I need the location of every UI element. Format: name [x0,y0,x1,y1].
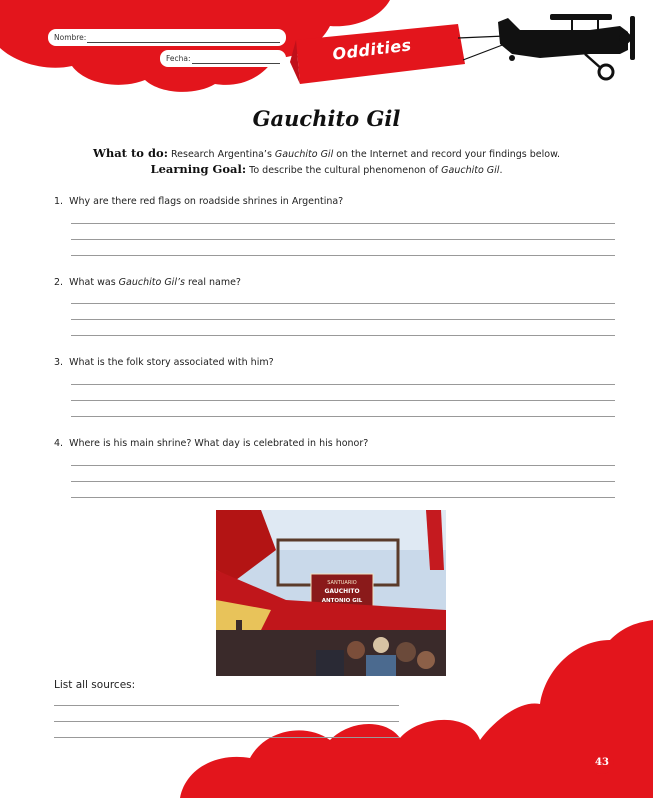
what-to-do-label: What to do: [92,146,168,160]
airplane-icon [498,14,635,79]
shrine-sign-small: SANTUARIO [327,580,357,586]
question-number: 2. [54,277,64,288]
banner-title: Oddities [331,35,413,64]
date-field-line [192,54,280,64]
question-text: Where is his main shrine? What day is celebrated in his honor? [69,438,369,449]
learning-goal-label: Learning Goal: [150,162,247,176]
question-2 [54,277,241,288]
answer-line[interactable] [71,465,615,466]
what-to-do [0,146,653,160]
question-text-end: real name? [184,277,241,288]
question-emphasis: Gauchito Gil’s [118,277,185,288]
answer-line[interactable] [71,303,615,304]
shrine-sign-line1: GAUCHITO [324,588,360,595]
learning-goal-text: To describe the cultural phenomenon of [249,165,442,176]
learning-goal [0,162,653,176]
question-text: What is the folk story associated with him? [69,357,274,368]
answer-line[interactable] [71,223,615,224]
answer-line[interactable] [71,335,615,336]
what-to-do-emphasis: Gauchito Gil [274,149,334,160]
answer-line[interactable] [71,255,615,256]
question-text: What was [69,277,119,288]
learning-goal-text-end: . [499,165,503,176]
source-line[interactable] [54,721,399,722]
name-field[interactable] [48,29,286,46]
question-text: Why are there red flags on roadside shrines in Argentina? [69,196,344,207]
answer-line[interactable] [71,239,615,240]
answer-line[interactable] [71,416,615,417]
question-number: 3. [54,357,64,368]
date-field-label: Fecha: [166,54,191,63]
shrine-photo [216,510,446,676]
answer-line[interactable] [71,481,615,482]
question-number: 4. [54,438,64,449]
what-to-do-text: Research Argentina’s [170,149,275,160]
question-4 [54,438,368,449]
source-line[interactable] [54,737,399,738]
question-3 [54,357,274,368]
page-number: 43 [590,750,614,774]
date-field[interactable] [160,50,286,67]
name-field-label: Nombre: [54,33,87,42]
sources-label: List all sources: [54,679,136,691]
learning-goal-emphasis: Gauchito Gil [441,165,500,176]
answer-line[interactable] [71,497,615,498]
question-number: 1. [54,196,64,207]
answer-line[interactable] [71,384,615,385]
answer-line[interactable] [71,319,615,320]
answer-line[interactable] [71,400,615,401]
shrine-sign-line2: ANTONIO GIL [321,598,363,604]
source-line[interactable] [54,705,399,706]
name-field-line [87,33,280,43]
page-title: Gauchito Gil [252,106,401,131]
question-1 [54,196,343,207]
what-to-do-text-end: on the Internet and record your findings below. [333,149,561,160]
